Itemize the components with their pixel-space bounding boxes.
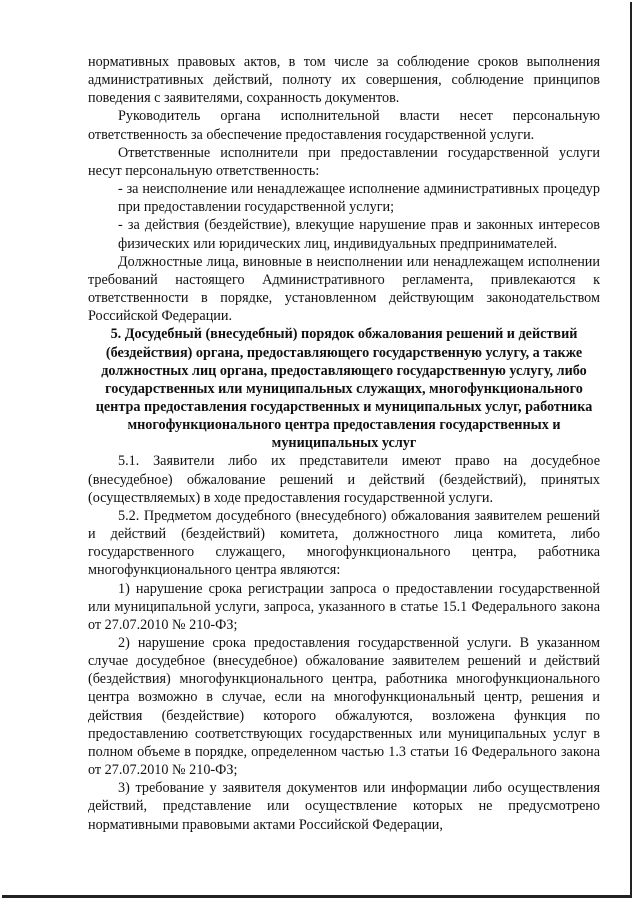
paragraph-5-2: 5.2. Предметом досудебного (внесудебного) обжалования заявителем решений и действий (бездействий) комитета, должностного лица комитета, либо государственного служащего, многофункционального центра, работника многофункционального центра являются: bbox=[88, 507, 600, 579]
paragraph-executors-responsibility: Ответственные исполнители при предоставлении государственной услуги несут персональную ответственность: bbox=[88, 144, 600, 179]
paragraph-5-1: 5.1. Заявители либо их представители имеют право на досудебное (внесудебное) обжалование решений и действий (бездействий), принятых (осуществляемых) в ходе предоставления государственной услуги. bbox=[88, 453, 600, 506]
list-item-3: 3) требование у заявителя документов или информации либо осуществления действий, представление или осуществление которых не предусмотрено нормативными правовыми актами Российской Федерации, bbox=[88, 780, 600, 833]
paragraph-officials-liability: Должностные лица, виновные в неисполнении или ненадлежащем исполнении требований настоящего Административного регламента, привлекаются к ответственности в порядке, установленном действующим законодательством Российской Федерации. bbox=[88, 253, 600, 325]
paragraph-continuation: нормативных правовых актов, в том числе за соблюдение сроков выполнения административных действий, полноту их совершения, соблюдение принципов поведения с заявителями, сохранность документов. bbox=[88, 54, 600, 107]
document-body bbox=[88, 53, 600, 834]
list-item-actions-violation: - за действия (бездействие), влекущие нарушение прав и законных интересов физических или юридических лиц, индивидуальных предпринимателей. bbox=[118, 217, 600, 252]
paragraph-head-responsibility: Руководитель органа исполнительной власти несет персональную ответственность за обеспечение предоставления государственной услуги. bbox=[88, 108, 600, 143]
list-item-non-execution: - за неисполнение или ненадлежащее исполнение административных процедур при предоставлении государственной услуги; bbox=[118, 181, 600, 216]
list-item-1: 1) нарушение срока регистрации запроса о предоставлении государственной или муниципальной услуги, запроса, указанного в статье 15.1 Федерального закона от 27.07.2010 № 210-ФЗ; bbox=[88, 580, 600, 633]
list-item-2: 2) нарушение срока предоставления государственной услуги. В указанном случае досудебное (внесудебное) обжалование заявителем решений и действий (бездействия) многофункционального центра, работника многофункционального центра возможно в случае, если на многофункциональный центр, решения и действия (бездействие) которого обжалуются, возложена функция по предоставлению соответствующих государственных или муниципальных услуг в полном объеме в порядке, определенном частью 1.3 статьи 16 Федерального закона от 27.07.2010 № 210-ФЗ; bbox=[88, 635, 600, 779]
section-5-heading: 5. Досудебный (внесудебный) порядок обжалования решений и действий (бездействия) органа, предоставляющего государственную услугу, а также должностных лиц органа, предоставляющего государственную услугу, либо государственных или муниципальных служащих, многофункционального центра предоставления государственных и муниципальных услуг, работника многофункционального центра предоставления государственных и муниципальных услуг bbox=[95, 326, 593, 452]
